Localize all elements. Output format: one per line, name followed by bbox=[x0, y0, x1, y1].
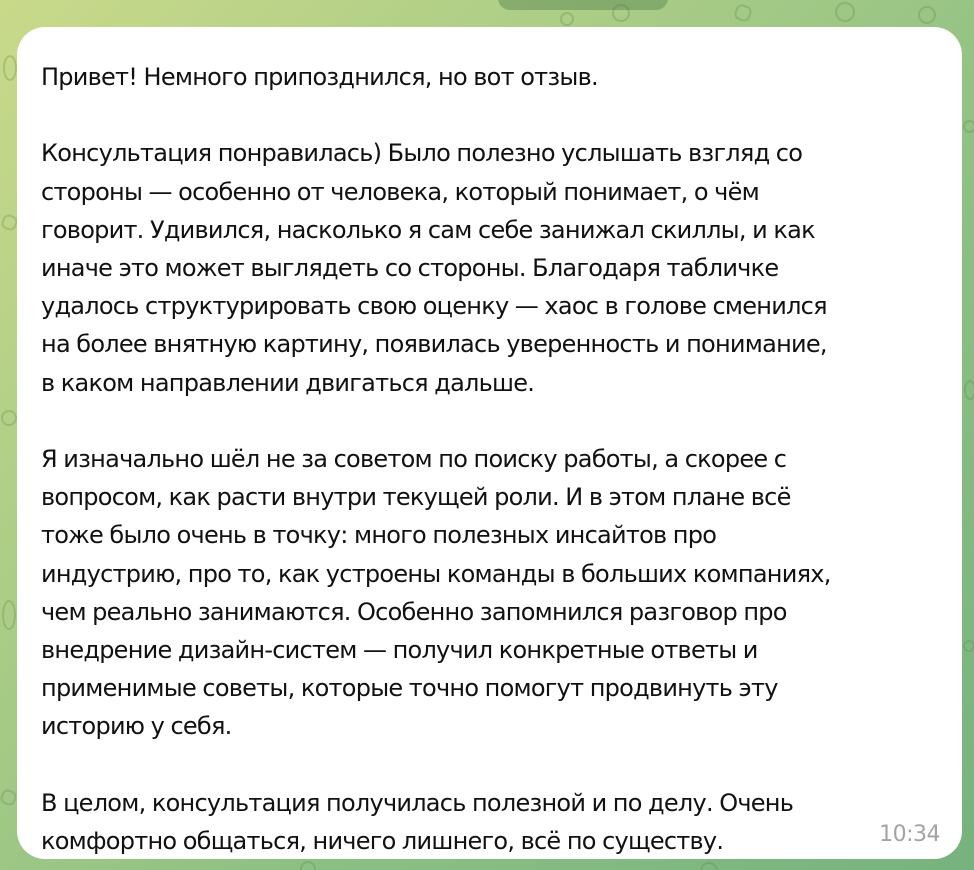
wallpaper-doodle bbox=[733, 3, 754, 24]
wallpaper-doodle bbox=[3, 55, 17, 81]
message-bubble[interactable] bbox=[17, 27, 962, 859]
wallpaper-doodle bbox=[560, 12, 574, 26]
message-paragraph: Я изначально шёл не за советом по поиску работы, а скорее с вопросом, как расти внутри текущей роли. И в этом плане всё тоже было очень в точку: много полезных инсайтов про индустрию, про то, как устроены команды в больших компаниях, чем реально занимаются. Особенно запомнился разговор про внедрение дизайн-систем — получил конкретные ответы и применимые советы, которые точно помогут продвинуть эту историю у себя. bbox=[41, 445, 831, 741]
message-time: 10:34 bbox=[879, 822, 940, 847]
wallpaper-doodle bbox=[964, 380, 974, 400]
wallpaper-doodle bbox=[918, 6, 936, 24]
wallpaper-doodle bbox=[0, 788, 18, 807]
message-text bbox=[41, 58, 942, 860]
wallpaper-doodle bbox=[1, 410, 17, 426]
message-paragraph: Консультация понравилась) Было полезно услышать взгляд со стороны — особенно от человека, который понимает, о чём говорит. Удивился, насколько я сам себе занижал скиллы, и как иначе это может выглядеть со стороны. Благодаря табличке удалось структурировать свою оценку — хаос в голове сменился на более внятную картину, появилась уверенность и понимание, в каком направлении двигаться дальше. bbox=[41, 139, 827, 397]
wallpaper-doodle bbox=[835, 2, 855, 22]
wallpaper-doodle bbox=[961, 638, 974, 653]
wallpaper-doodle bbox=[300, 861, 316, 870]
date-pill bbox=[498, 0, 668, 10]
message-paragraph: В целом, консультация получилась полезной и по делу. Очень комфортно общаться, ничего лишнего, всё по существу. bbox=[41, 788, 794, 856]
wallpaper-doodle bbox=[2, 600, 16, 630]
wallpaper-doodle bbox=[963, 120, 974, 133]
wallpaper-doodle bbox=[700, 862, 718, 870]
message-paragraph: Привет! Немного припозднился, но вот отзыв. bbox=[41, 63, 598, 91]
